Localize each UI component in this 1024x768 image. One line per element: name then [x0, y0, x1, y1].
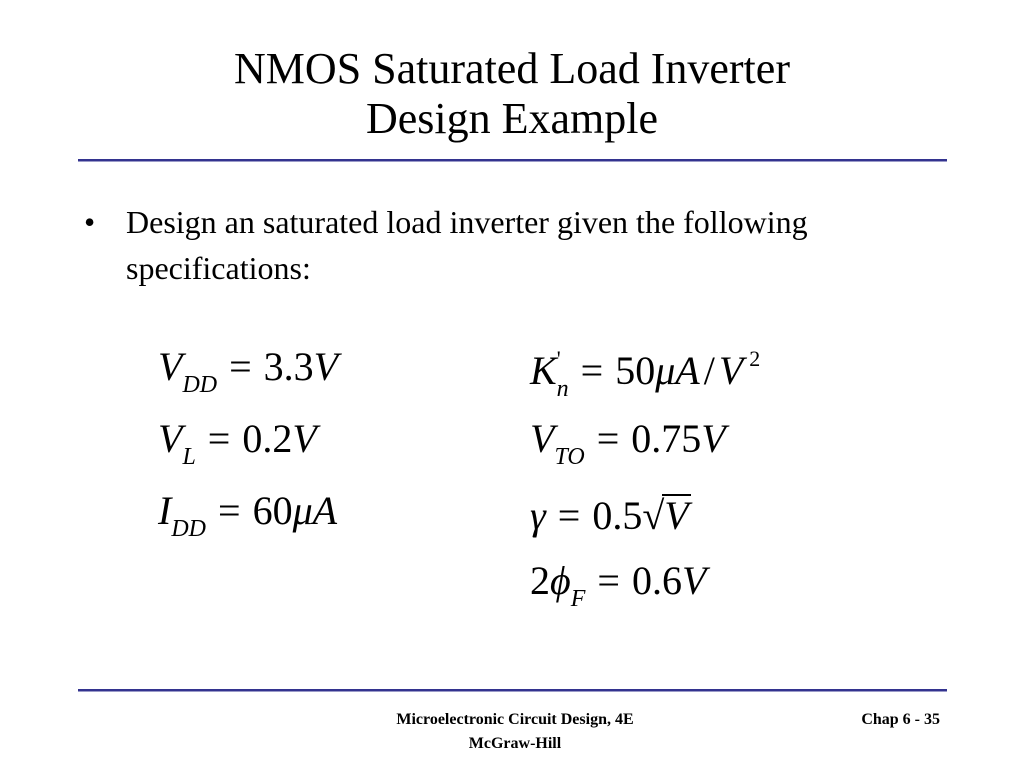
footer-page-number: Chap 6 - 35 [861, 711, 940, 728]
bullet-text: Design an saturated load inverter given the following specifications: [126, 204, 808, 286]
square-root: √V [642, 493, 689, 538]
footer-credits [365, 708, 665, 756]
footer-book: Microelectronic Circuit Design, 4E [396, 711, 634, 728]
title-line-2: Design Example [365, 94, 659, 143]
equation-vl: $V_L = 0.2V$ [158, 416, 317, 470]
equation-vto: $V_{TO} = 0.75V$ [530, 416, 726, 470]
equation-kn: $K'_n = 50\mu A / V$ $^2$ [530, 346, 761, 402]
equation-vdd: $V_{DD} = 3.3V$ [158, 344, 339, 398]
bottom-divider [78, 689, 947, 692]
slide-title [0, 44, 1024, 144]
equation-gamma: γ = 0.5√V [530, 493, 689, 538]
footer-publisher: McGraw-Hill [468, 735, 562, 752]
title-line-1: NMOS Saturated Load Inverter [234, 44, 790, 93]
equation-idd: $I_{DD} = 60\mu A$ [158, 488, 338, 542]
top-divider [78, 159, 947, 162]
bullet-dot: • [84, 204, 96, 240]
equation-phif: $2\phi_F = 0.6V$ [530, 558, 707, 612]
